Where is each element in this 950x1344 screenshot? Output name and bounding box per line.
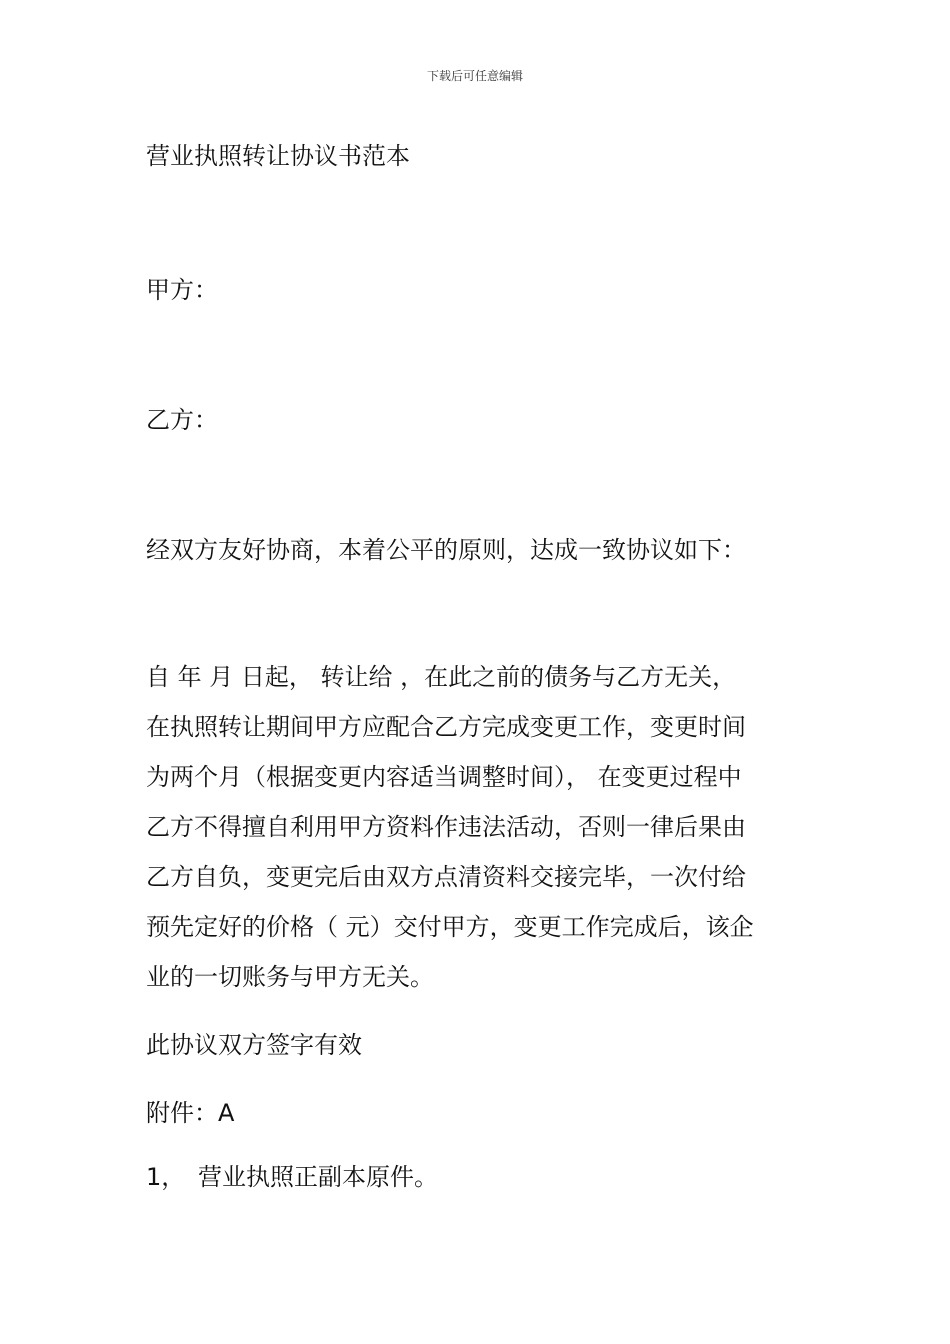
body-line: 预先定好的价格（ 元）交付甲方，变更工作完成后，该企 — [146, 913, 754, 941]
page-header-note: 下载后可任意编辑 — [426, 69, 523, 83]
agreement-body — [146, 662, 816, 1012]
document-title: 营业执照转让协议书范本 — [146, 142, 410, 170]
attachment-item — [146, 1157, 438, 1192]
attachment-item-number: 1， — [146, 1163, 186, 1191]
body-line: 乙方自负，变更完后由双方点清资料交接完毕，一次付给 — [146, 863, 746, 891]
attachment-label: 附件：A — [146, 1099, 235, 1127]
party-a-label: 甲方： — [146, 276, 218, 304]
intro-paragraph: 经双方友好协商，本着公平的原则，达成一致协议如下： — [146, 536, 746, 564]
party-b-label: 乙方： — [146, 406, 218, 434]
validity-statement: 此协议双方签字有效 — [146, 1031, 362, 1059]
body-line: 自 年 月 日起， 转让给 ，在此之前的债务与乙方无关， — [146, 663, 737, 691]
body-line: 业的一切账务与甲方无关。 — [146, 963, 434, 991]
body-line: 在执照转让期间甲方应配合乙方完成变更工作，变更时间 — [146, 713, 746, 741]
attachment-item-text: 营业执照正副本原件。 — [198, 1163, 438, 1191]
body-line: 为两个月（根据变更内容适当调整时间）， 在变更过程中 — [146, 763, 742, 791]
body-line: 乙方不得擅自利用甲方资料作违法活动，否则一律后果由 — [146, 813, 746, 841]
